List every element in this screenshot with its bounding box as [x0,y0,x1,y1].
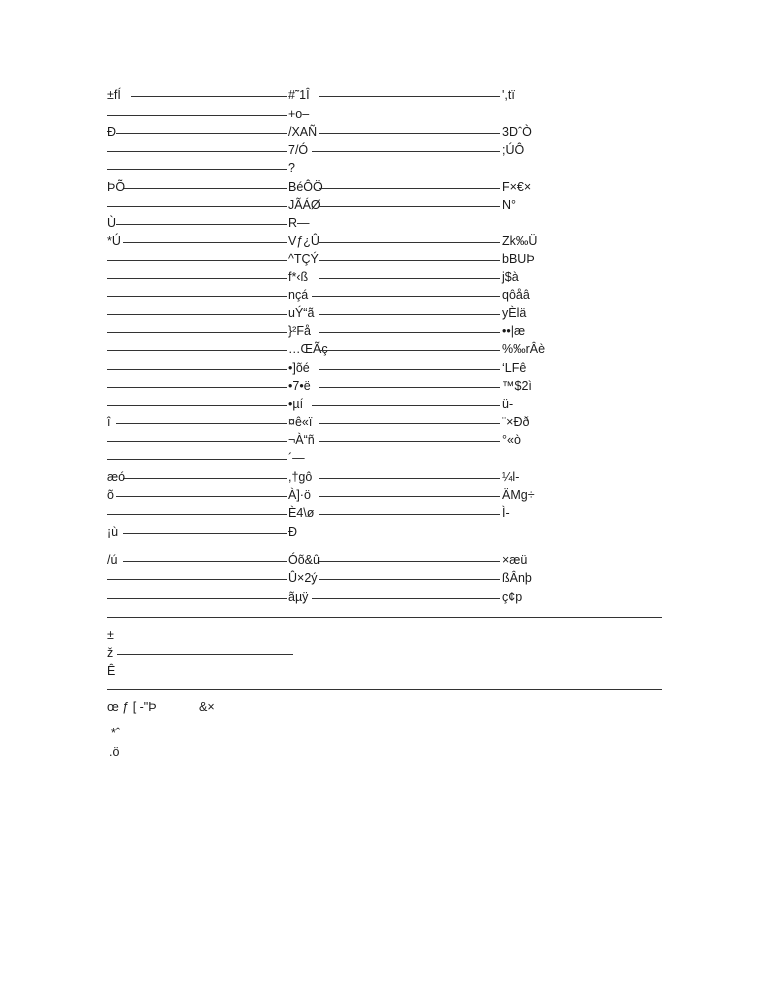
toc-row [107,342,663,360]
row-col-c: Ì- [502,506,510,520]
row-col-c: ÄMg÷ [502,488,535,502]
leader-rule [319,478,500,479]
toc-row [107,180,663,198]
toc-row [107,553,663,571]
leader-rule [312,296,500,297]
row-col-b: Óõ&û [288,553,320,567]
leader-rule [123,561,287,562]
row-col-b: ? [288,161,295,175]
row-col-c: N° [502,198,517,212]
toc-row [107,252,663,270]
toc-row [107,590,663,608]
leader-rule [116,133,287,134]
leader-rule [123,533,287,534]
row-col-a: æó [107,470,126,484]
row-col-c: qôåâ [502,288,530,302]
leader-rule [107,314,287,315]
leader-rule [107,405,287,406]
row-col-b: +o– [288,107,310,121]
leader-rule [107,441,287,442]
row-col-c: ••|æ [502,324,526,338]
row-col-b: ´— [288,451,305,465]
footer-note-1: *ˆ [111,726,121,740]
toc-row [107,88,663,106]
toc-row [107,107,663,125]
leader-rule [319,133,500,134]
row-col-a: /ú [107,553,118,567]
leader-rule [319,332,500,333]
leader-rule [116,224,287,225]
block-line-2-rule [117,654,293,655]
leader-rule [319,206,500,207]
toc-row [107,470,663,488]
leader-rule [319,514,500,515]
toc-row [107,525,663,543]
leader-rule [131,96,287,97]
leader-rule [107,260,287,261]
leader-rule [107,579,287,580]
row-col-b: •µí [288,397,304,411]
row-col-b: JÃÁØ [288,198,321,212]
toc-row [107,324,663,342]
row-col-b: Vƒ¿Û [288,234,320,248]
toc-row [107,415,663,433]
leader-rule [107,296,287,297]
row-col-b: R— [288,216,310,230]
leader-rule [107,598,287,599]
row-col-c: ç¢p [502,590,523,604]
toc-row [107,397,663,415]
leader-rule [319,561,500,562]
toc-row [107,361,663,379]
row-col-b: uÝ“ã [288,306,315,320]
row-col-a: î [107,415,111,429]
block-line-1: ± [107,628,114,642]
footer-note-2: .ö [109,745,120,759]
row-col-b: ¤ê«ï [288,415,313,429]
toc-row [107,488,663,506]
toc-row [107,451,663,469]
row-col-b: }²Få [288,324,311,338]
toc-row [107,234,663,252]
leader-rule [319,188,500,189]
leader-rule [123,188,287,189]
row-col-b: •]õé [288,361,310,375]
row-col-b: ^TÇÝ [288,252,319,266]
leader-rule [319,441,500,442]
leader-rule [107,369,287,370]
leader-rule [319,387,500,388]
row-col-b: …ŒÃç [288,342,328,356]
row-col-b: È4\ø [288,506,315,520]
row-col-c: °«ò [502,433,521,447]
row-col-b: ¬À“ñ [288,433,315,447]
row-col-b: BéÔÖ [288,180,323,194]
divider-rule [107,617,662,618]
row-col-b: ,†gô [288,470,313,484]
row-col-a: ¡ù [107,525,119,539]
toc-row [107,270,663,288]
row-col-c: ‘LFê [502,361,527,375]
row-col-c: F×€× [502,180,532,194]
leader-rule [319,350,500,351]
leader-rule [319,96,500,97]
toc-row [107,506,663,524]
leader-rule [107,350,287,351]
leader-rule [319,423,500,424]
toc-row [107,125,663,143]
footer-text-left: œ ƒ [ -"Þ [107,700,157,714]
row-col-a: ±fÍ [107,88,121,102]
leader-rule [107,151,287,152]
leader-rule [116,496,287,497]
row-col-b: Û×2ý [288,571,318,585]
row-col-c: ×æü [502,553,528,567]
leader-rule [107,278,287,279]
toc-row [107,379,663,397]
toc-row [107,161,663,179]
leader-rule [319,242,500,243]
row-col-a: Ù [107,216,117,230]
leader-rule [312,598,500,599]
divider-rule [107,689,662,690]
footer-text-right: &× [199,700,215,714]
toc-row [107,143,663,161]
leader-rule [107,115,287,116]
block-line-3: Ê [107,664,116,678]
leader-rule [319,278,500,279]
leader-rule [319,369,500,370]
row-col-c: ¨×Ðð [502,415,530,429]
leader-rule [107,459,287,460]
leader-rule [319,579,500,580]
row-col-c: 3DˆÒ [502,125,532,139]
row-col-c: bBUÞ [502,252,535,266]
leader-rule [107,206,287,207]
leader-rule [312,405,500,406]
toc-row [107,306,663,324]
toc-row [107,288,663,306]
row-col-c: ¼l- [502,470,520,484]
row-col-b: •7•ë [288,379,311,393]
toc-row [107,198,663,216]
leader-rule [312,151,500,152]
leader-rule [107,169,287,170]
toc-row [107,571,663,589]
row-col-b: 7/Ó [288,143,309,157]
row-col-c: ',tï [502,88,515,102]
row-col-b: /XAÑ [288,125,318,139]
leader-rule [107,514,287,515]
leader-rule [123,242,287,243]
block-line-2: ž [107,646,114,660]
row-col-c: j$à [502,270,519,284]
row-col-a: *Ú [107,234,121,248]
leader-rule [319,496,500,497]
row-col-c: ü- [502,397,514,411]
row-col-b: nçá [288,288,309,302]
row-col-a: õ [107,488,114,502]
row-col-c: ™$2ì [502,379,532,393]
leader-rule [319,314,500,315]
row-col-c: ;ÚÔ [502,143,525,157]
row-col-b: f*‹ß [288,270,309,284]
leader-rule [107,387,287,388]
leader-rule [116,423,287,424]
row-col-c: yÈlä [502,306,527,320]
row-col-a: ÞÕ [107,180,126,194]
row-col-b: #˜1Î [288,88,310,102]
row-col-a: Ð [107,125,117,139]
row-col-b: ãµÿ [288,590,309,604]
row-col-b: Ð [288,525,298,539]
row-col-b: À]·ö [288,488,311,502]
toc-row [107,216,663,234]
row-col-c: Zk‰Ü [502,234,538,248]
leader-rule [107,332,287,333]
row-col-c: %‰rÂè [502,342,546,356]
row-col-c: ßÂnþ [502,571,532,585]
leader-rule [319,260,500,261]
toc-row [107,433,663,451]
leader-rule [123,478,287,479]
